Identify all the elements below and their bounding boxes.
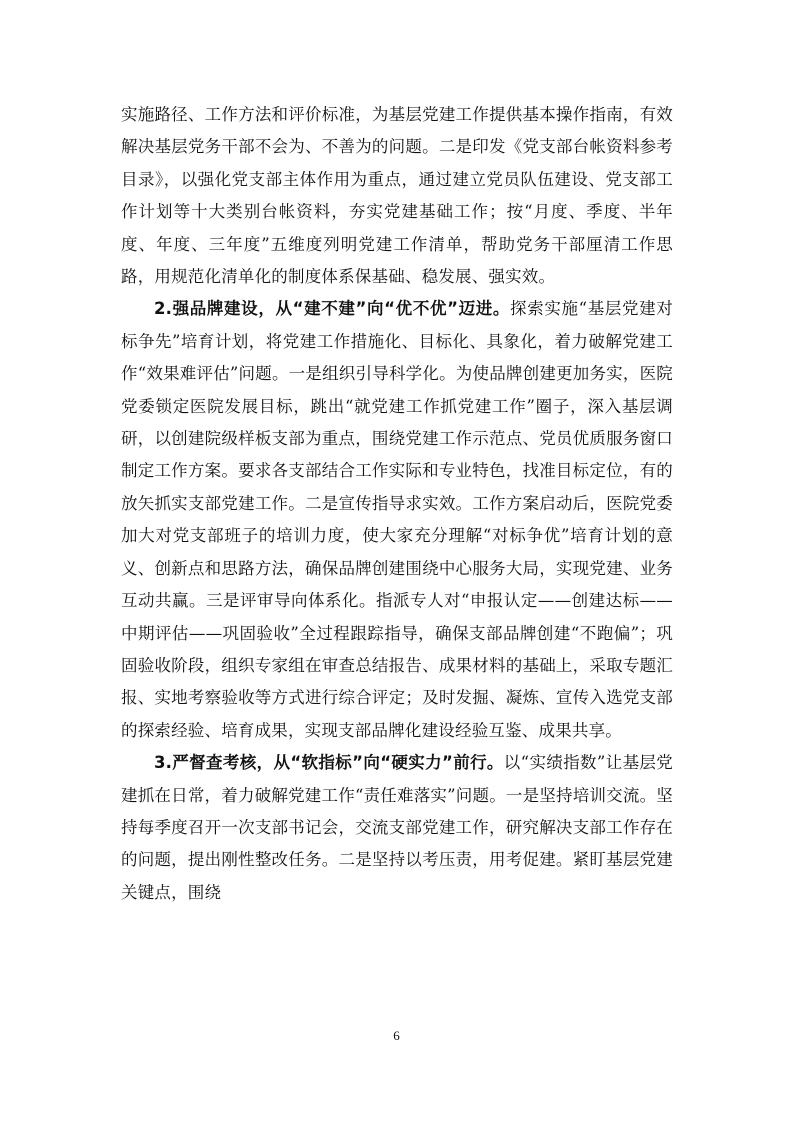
paragraph-text: 以“实绩指数”让基层党建抓在日常，着力破解党建工作“责任难落实”问题。一是坚持培训交流。坚持每季度召开一次支部书记会，交流支部党建工作，研究解决支部工作存在的问题，提出刚性整改任务。二是坚持以考压责，用考促建。紧盯基层党建关键点，围绕 xyxy=(121,753,673,902)
page-number: 6 xyxy=(393,1028,400,1043)
section-heading-brand-building: 2.强品牌建设，从“建不建”向“优不优”迈进。 xyxy=(154,299,511,319)
section-heading-supervision-assessment: 3.严督查考核，从“软指标”向“硬实力”前行。 xyxy=(154,753,504,773)
document-body xyxy=(121,99,673,909)
paragraph-implementation-path xyxy=(121,99,673,293)
paragraph-text: 实施路径、工作方法和评价标准，为基层党建工作提供基本操作指南，有效解决基层党务干部不会为、不善为的问题。二是印发《党支部台帐资料参考目录》，以强化党支部主体作用为重点，通过建立党员队伍建设、党支部工作计划等十大类别台帐资料，夯实党建基础工作；按“月度、季度、半年度、年度、三年度”五维度列明党建工作清单，帮助党务干部厘清工作思路，用规范化清单化的制度体系保基础、稳发展、强实效。 xyxy=(121,105,673,287)
paragraph-text: 探索实施“基层党建对标争先”培育计划，将党建工作措施化、目标化、具象化，着力破解党建工作“效果难评估”问题。一是组织引导科学化。为使品牌创建更加务实，医院党委锁定医院发展目标，跳出“就党建工作抓党建工作”圈子，深入基层调研，以创建院级样板支部为重点，围绕党建工作示范点、党员优质服务窗口制定工作方案。要求各支部结合工作实际和专业特色，找准目标定位，有的放矢抓实支部党建工作。二是宣传指导求实效。工作方案启动后，医院党委加大对党支部班子的培训力度，使大家充分理解“对标争优”培育计划的意义、创新点和思路方法，确保品牌创建围绕中心服务大局，实现党建、业务互动共赢。三是评审导向体系化。指派专人对“申报认定——创建达标——中期评估——巩固验收”全过程跟踪指导，确保支部品牌创建“不跑偏”；巩固验收阶段，组织专家组在审查总结报告、成果材料的基础上，采取专题汇报、实地考察验收等方式进行综合评定；及时发掘、凝炼、宣传入选党支部的探索经验、培育成果，实现支部品牌化建设经验互鉴、成果共享。 xyxy=(121,299,673,740)
paragraph-supervision-assessment xyxy=(121,747,673,909)
paragraph-brand-building xyxy=(121,293,673,747)
